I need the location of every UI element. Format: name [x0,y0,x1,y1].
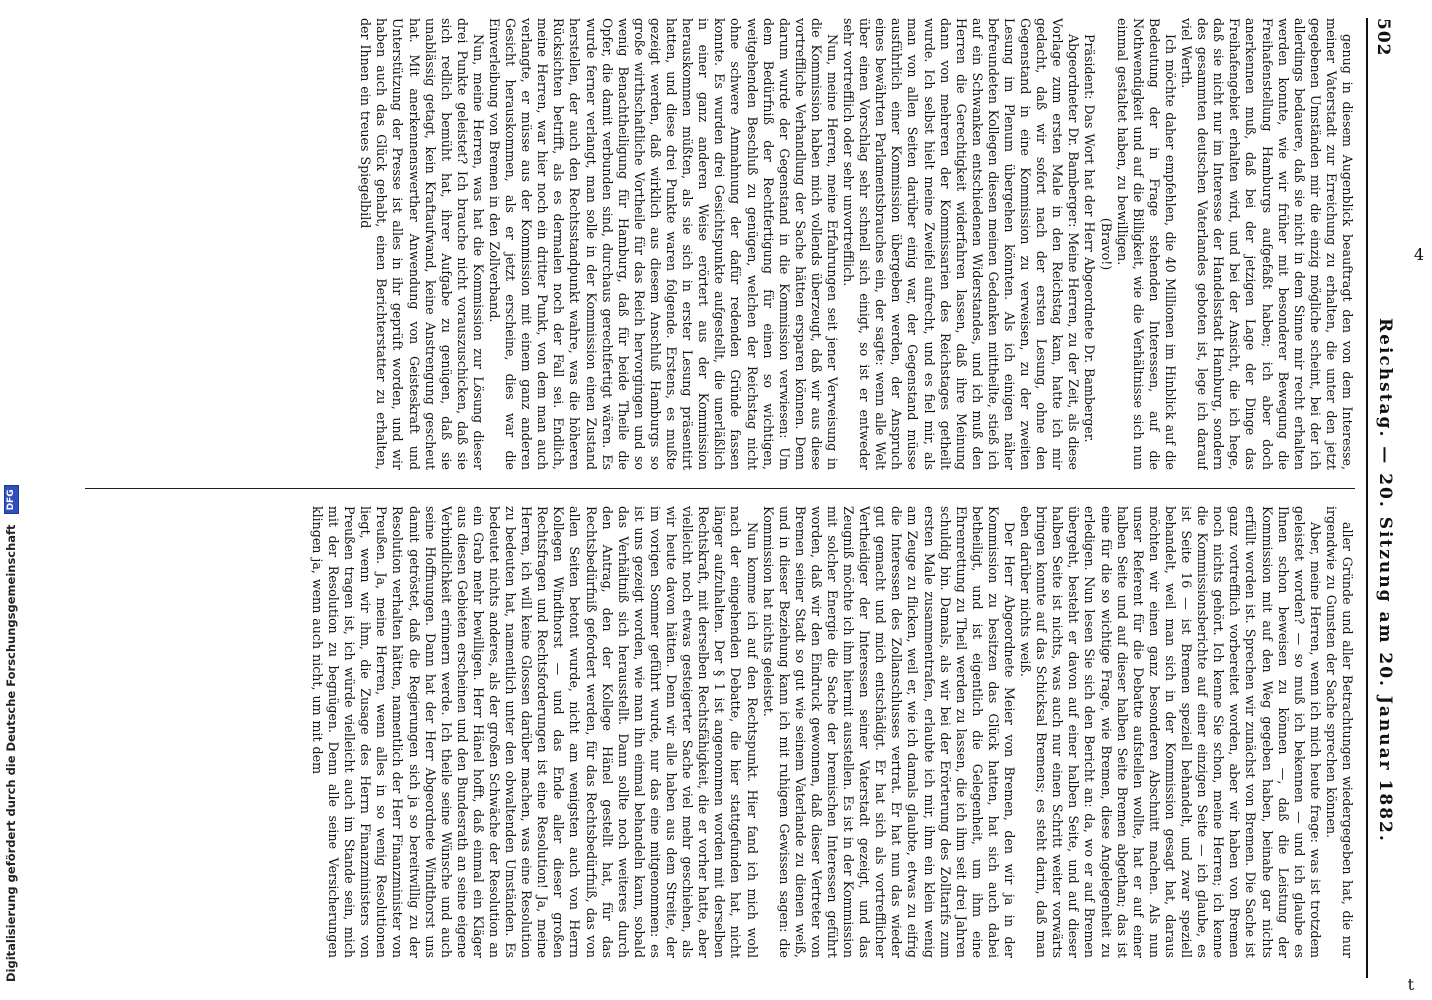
margin-mark: t [1407,975,1414,994]
header-rule [1366,18,1368,978]
footer-text: Digitalisierung gefördert durch die Deutsche Forschungsgemeinschaft [4,524,18,982]
paragraph: Nun komme ich auf den Rechtspunkt. Hier fand ich mich wohl nach der eingehenden Debatte, die hier stattgefunden hat, nicht länger aufzuhalten. Der § 1 ist angenommen worden mit derselben Rechtskraft, mit derselben Rechtsfähigkeit, die er vorher hatte, aber vielleicht noch etwas gesteigerter Sache viel mehr geschiehen, als wir heute davon hätten. Denn wir alle haben aus dem Streite, der im vorigen Sommer geführt wurde, nur das eine mitgenommen: es ist uns gezeigt worden, wie man ihn einmal behandeln kann, sobald das Verhältniß sich herausstellt. Dann sollte noch weiteres durch den Antrag, den der Kollege Hänel gestellt hat, für das Rechtsbedürfniß gefordert werden, für das Rechtsbedürfniß, das von allen Seiten betont wurde, nicht am wenigsten auch von Herrn Kollegen Windthorst — und das Ende aller dieser großen Rechtsfragen und Rechtsforderungen ist eine Resolution! Ja, meine Herren, ich will keine Glossen darüber machen, was eine Resolution zu bedeuten hat, namentlich unter den obwaltenden Umständen. Es bedeutet nichts anderes, als der großen Schwäche der Resolution an ein Grab mehr bewilligen. Herr Hänel hofft, daß einmal ein Kläger aus diesen Gebieten erscheinen und den Bundesrath an seine eigene Verbindlichkeit erinnern werde. Ich theile seine Wünsche und auch seine Hoffnungen. Dann hat der Herr Abgeordnete Windthorst uns damit getröstet, daß die Regierungen sich ja so bereitwillig zu der Resolution verhalten hätten, namentlich der Herr Finanzminister von Preußen. Ja, meine Herren, wenn alles in so wenig Resolutionen liegt, wenn wir ihm, die Zusage des Herrn Finanzministers von Preußen tragen ist, ich würde vielleicht auch im Stande sein, mich mit der Resolution zu begnügen. Denn alle seine Versicherungen klingen ja, wenn auch nicht, um mit dem [310,506,760,958]
paragraph: Der Herr Abgeordnete Meier von Bremen, den wir ja in der Kommission zu besitzen das Glück hatten, hat sich auch dabei betheiligt, und ist eigentlich die Gelegenheit, um ihm eine Ehrenrettung zu Theil werden zu lassen, die ich ihm seit drei Jahren schuldig bin. Damals, als wir bei der Erörterung des Zolltarifs zum ersten Male zusammentrafen, erlaubte ich mir, ihm ein klein wenig am Zeuge zu flicken, weil er, wie ich damals glaubte, etwas zu eifrig die Interessen des Zollanschlusses vertrat. Er hat nun das wieder gut gemacht und mich entschädigt. Er hat sich als vortrefflicher Vertheidiger der Interessen seiner Vaterstadt gezeigt, und das Zeugniß möchte ich ihm hiermit ausstellen. Es ist in der Kommission mit solcher Energie die Sache der bremischen Interessen geführt worden, daß wir den Eindruck gewonnen, daß dieser Vertreter von Bremen seiner Stadt so gut wie seinem Vaterlande zu dienen weiß, und in dieser Beziehung kann ich mit ruhigem Gewissen sagen: die Kommission hat nichts geleistet. [760,506,1018,958]
paragraph: Abgeordneter Dr. Bamberger: Meine Herren, zu der Zeit, als diese Vorlage zum ersten Male in den Reichstag kam, hatte ich mir gedacht, daß wir sofort nach der ersten Lesung, ohne den Gegenstand in eine Kommission zu verweisen, zu der zweiten Lesung im Plenum übergehen könnten. Als ich einigen näher befreundeten Kollegen diesen meinen Gedanken mittheilte, stieß ich auf ein Schwanken entschiedenen Widerstandes, und ich muß den Herren die Gerechtigkeit widerfahren lassen, daß ihre Meinung dann von mehreren der Kommissarien des Reichstages getheilt wurde. Ich selbst hielt meine Zweifel aufrecht, und es fiel mir, als man von allen Seiten darüber einig war, der Gegenstand müsse ausführlich einer Kommission übergeben werden, der Anspruch eines bewährten Parlamentsbrauches ein, der sagte: wenn alle Welt über einen Vorschlag sehr schnell sich einigt, so ist er entweder sehr vortrefflich oder sehr unvortrefflich. [841,18,1082,470]
page-number: 502 [1373,18,1393,57]
page-header [1367,18,1395,978]
left-column [85,18,1355,470]
margin-mark: 4 [1413,245,1424,264]
dfg-logo-text: DFG [6,489,16,511]
column-divider [85,488,1355,489]
paragraph: aller Gründe und aller Betrachtungen wiedergegeben hat, die nur irgendwie zu Gunsten der Sache sprechen können. [1323,506,1355,958]
paragraph: Nun, meine Herren, was hat die Kommission zur Lösung dieser drei Punkte geleistet? Ich brauche nicht vorauszuschicken, daß sie sich redlich bemüht hat, ihrer Aufgabe zu genügen, daß sie unablässig getagt, kein Kraftaufwand, keine Anstrengung gescheut hat. Mit anerkennenswerther Anwendung von Geisteskraft und Unterstützung der Presse ist alles in ihr geprüft worden, und wir haben auch das Glück gehabt, einen Berichterstatter zu erhalten, der Ihnen ein treues Spiegelbild [358,18,486,470]
paragraph: genug in diesem Augenblick beauftragt den von dem Interesse, meiner Vaterstadt zur Erreichung zu erhalten, die unter den jetzt gegebenen Umständen mir die einzig mögliche scheint, bei der ich allerdings bedauere, daß sie nicht in dem Sinne mir recht erhalten werden konnte, wie wir früher mit besonderer Bewegung die Freihafenstellung Hamburgs aufgefaßt haben; ich aber doch anerkennen muß, daß bei der jetzigen Lage der Dinge das Freihafengebiet erhalten wird, und bei der Ansicht, die ich hege, daß sie nicht nur im Interesse der Handelsstadt Hamburg, sondern des gesammten deutschen Vaterlandes geboten ist, lege ich darauf viel Werth. [1179,18,1355,470]
applause-note: (Bravo!) [1098,217,1114,271]
dfg-logo [4,485,19,514]
paragraph: Nun, meine Herren, meine Erfahrungen seit jener Verweisung in die Kommission haben mich vollends überzeugt, daß wir aus diese vortreffliche Verhandlung der Sache hätten ersparen können. Denn darum wurde der Gegenstand in die Kommission verwiesen: Um dem Bedürfniß der Rechtfertigung für einen so wichtigen, weitgehenden Beschluß zu genügen, welchen der Reichstag nicht ohne schwere Anmahnung der dafür redenden Gründe fassen konnte. Es wurden drei Gesichtspunkte aufgestellt, die unerläßlich in einer ganz anderen Weise erörtert aus der Kommission herauskommen müßten, als sie sich in erster Lesung präsentirt hatten, und diese drei Punkte waren folgende. Erstens, es mußte gezeigt werden, daß wirklich aus diesem Anschluß Hamburgs so große wirthschaftliche Vortheile für das Reich hervorgingen und so wenig Benachtheiligung für Hamburg, daß für beide Theile die Opfer, die damit verbunden sind, durchaus gerechtfertigt wären. Es wurde ferner verlangt, man solle in der Kommission einen Zustand herstellen, der auch den Rechtsstandpunkt wahre, was die höheren Rücksichten betrifft, als es dermalen noch der Fall sei. Endlich, meine Herren, war hier noch ein dritter Punkt, von dem man auch verlangte, er müsse aus der Kommission mit einem ganz anderen Gesicht herauskommen, als er jetzt erscheine, dies war die Einverleibung von Bremen in den Zollverband. [487,18,840,470]
right-column [85,506,1355,958]
rotated-page [55,18,1395,978]
footer-strip [0,0,22,1000]
paragraph: Aber, meine Herren, wenn ich mich heute frage: was ist trotzdem geleistet worden? — so muß ich bekennen — und ich glaube es Ihnen schon beweisen zu können —, daß die Leistung der Kommission mit auf den Weg gegeben haben, beinahe gar nichts erfüllt worden ist. Sprechen wir zunächst von Bremen. Die Sache ist ganz vortrefflich vorbereitet worden, aber wir haben von Bremen noch nichts gehört. Ich kenne Sie schon, meine Herren; ich kenne die Kommissionsberichte auf einer einzigen Seite — ich glaube, es ist Seite 16 — ist Bremen speziell behandelt, und zwar speziell behandelt, weil man sich in der Kommission gesagt hat, daraus möchten wir einen ganz besonderen Abschnitt machen. Als nun unser Referent für die Debatte aufstellen wollte, hat er auf einer halben Seite und auf dieser halben Seite Bremen abgethan; das ist eine für die so wichtige Frage, wie Bremen, diese Angelegenheit zu erledigen. Nun lesen Sie sich den Bericht an: da, wo er auf Bremen übergeht, besteht er davon auf einer halben Seite, und auf dieser halben Seite ist nichts, was auch nur einen Schritt weiter vorwärts bringen konnte auf das Schicksal Bremens; es steht darin, daß man eben darüber nichts weiß. [1018,506,1323,958]
speaker-paragraph: Präsident: Das Wort hat der Herr Abgeordnete Dr. Bamberger. [1082,34,1098,443]
paragraph: Ich möchte daher empfehlen, die 40 Millionen im Hinblick auf die Bedeutung der in Frage stehenden Interessen, auf die Nothwendigkeit und auf die Billigkeit, wie die Verhältnisse sich nun einmal gestaltet haben, zu bewilligen. [1114,18,1178,470]
running-title: Reichstag. — 20. Sitzung am 20. Januar 1882. [1375,318,1395,843]
